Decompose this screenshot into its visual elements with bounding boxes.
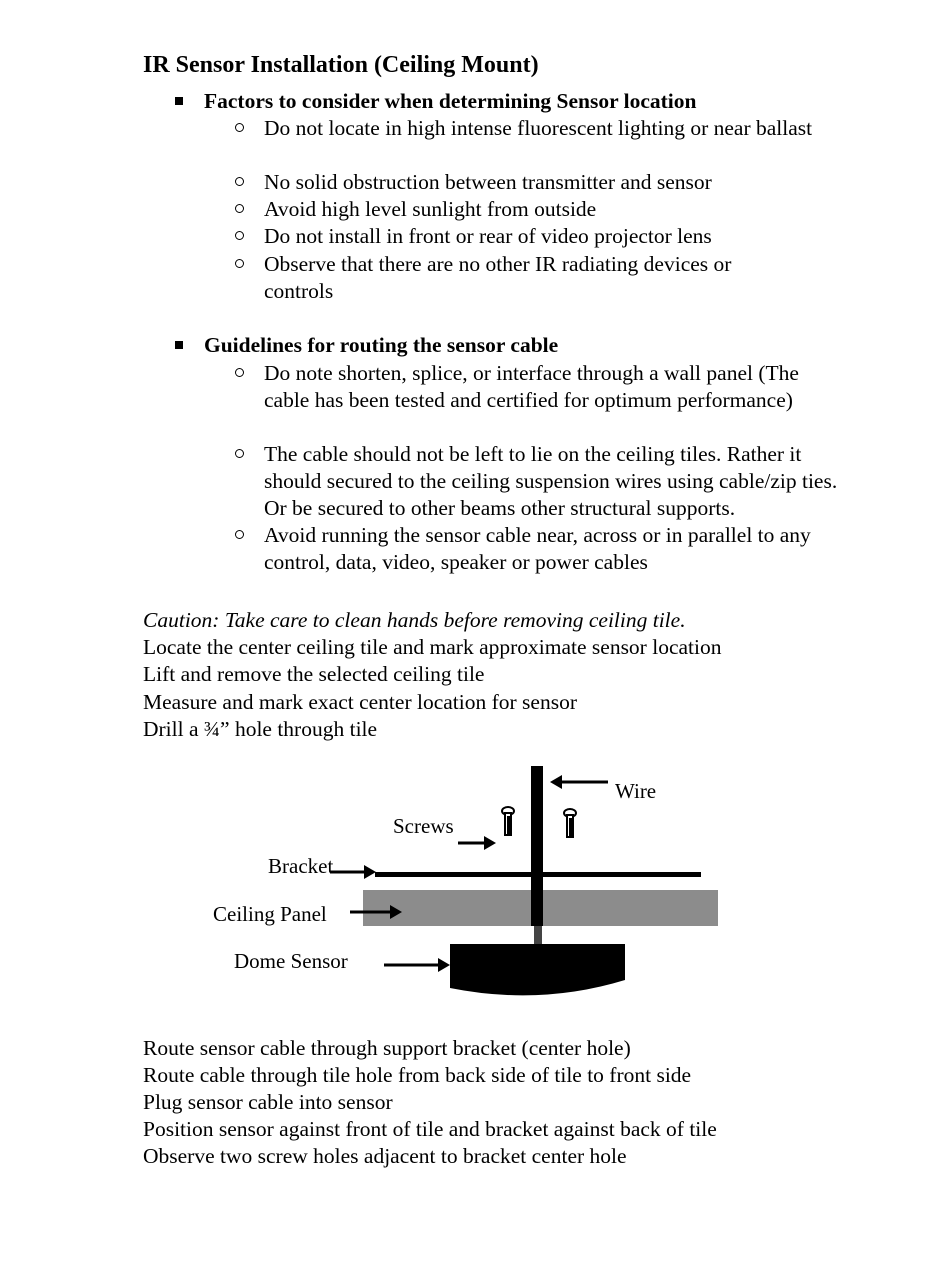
circle-bullet-icon — [235, 231, 244, 240]
installation-diagram — [200, 760, 740, 1010]
caution-note: Caution: Take care to clean hands before removing ceiling tile. — [143, 608, 686, 632]
list-item-text: Do note shorten, splice, or interface through a wall panel (The cable has been tested and certified for optimum performance) — [264, 361, 799, 412]
screw-icon — [564, 809, 576, 837]
section-heading-sensor-location: Factors to consider when determining Sensor location — [204, 89, 697, 113]
screw-icon — [502, 807, 514, 835]
screws-arrow-icon — [458, 836, 496, 850]
list-item-text: Avoid high level sunlight from outside — [264, 197, 597, 221]
ceiling-panel-label: Ceiling Panel — [213, 902, 327, 926]
circle-bullet-icon — [235, 204, 244, 213]
circle-bullet-icon — [235, 177, 244, 186]
square-bullet-icon — [175, 341, 183, 349]
step-text: Position sensor against front of tile and bracket against back of tile — [143, 1117, 717, 1141]
list-item-text: No solid obstruction between transmitter and sensor — [264, 170, 712, 194]
step-text: Drill a ¾” hole through tile — [143, 717, 378, 741]
wire-arrow-icon — [550, 775, 608, 789]
dome-sensor-label: Dome Sensor — [234, 949, 348, 973]
dome-sensor-arrow-icon — [384, 958, 450, 972]
dome-sensor-shape — [450, 944, 625, 995]
list-item-text: Observe that there are no other IR radiating devices or controls — [264, 252, 732, 303]
step-text: Locate the center ceiling tile and mark approximate sensor location — [143, 635, 722, 659]
step-text: Route sensor cable through support bracket (center hole) — [143, 1036, 631, 1060]
circle-bullet-icon — [235, 530, 244, 539]
screws-label: Screws — [393, 814, 454, 838]
list-item-text: The cable should not be left to lie on the ceiling tiles. Rather it should secured to the ceiling suspension wires using cable/zip ties. Or be secured to other beams other structural supports. — [264, 442, 838, 520]
list-item-text: Do not install in front or rear of video projector lens — [264, 224, 712, 248]
page-title: IR Sensor Installation (Ceiling Mount) — [143, 52, 539, 78]
step-text: Observe two screw holes adjacent to bracket center hole — [143, 1144, 627, 1168]
bracket-label: Bracket — [268, 854, 334, 878]
step-text: Route cable through tile hole from back side of tile to front side — [143, 1063, 692, 1087]
square-bullet-icon — [175, 97, 183, 105]
circle-bullet-icon — [235, 449, 244, 458]
step-text: Plug sensor cable into sensor — [143, 1090, 393, 1114]
circle-bullet-icon — [235, 259, 244, 268]
bracket-arrow-icon — [330, 865, 376, 879]
step-text: Lift and remove the selected ceiling tile — [143, 662, 485, 686]
list-item-text: Avoid running the sensor cable near, across or in parallel to any control, data, video, speaker or power cables — [264, 523, 811, 574]
wire-label: Wire — [615, 779, 657, 803]
step-text: Measure and mark exact center location for sensor — [143, 690, 577, 714]
circle-bullet-icon — [235, 368, 244, 377]
list-item-text: Do not locate in high intense fluorescent lighting or near ballast — [264, 116, 813, 140]
section-heading-cable-routing: Guidelines for routing the sensor cable — [204, 333, 559, 357]
wire-shape — [531, 766, 543, 926]
circle-bullet-icon — [235, 123, 244, 132]
sensor-cable-shape — [534, 926, 542, 944]
